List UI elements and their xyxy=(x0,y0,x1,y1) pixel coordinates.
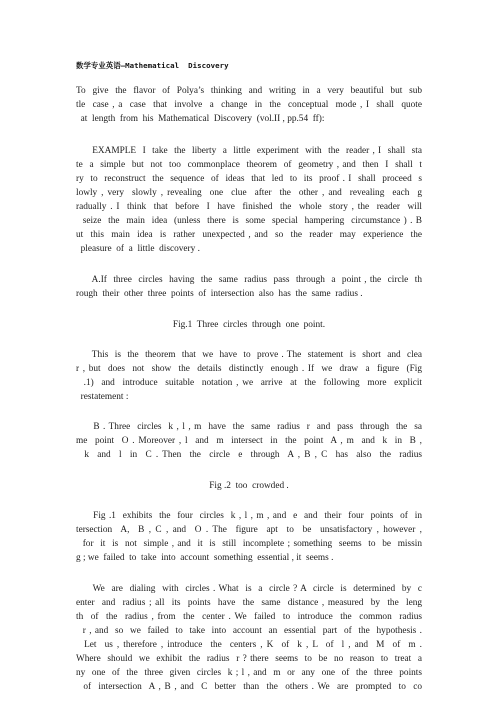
text-line: .1) and introduce suitable notation , we arrive at the following more explicit xyxy=(76,378,422,388)
text-line: enter and radius ; all its points have the same distance , measured by the leng xyxy=(76,598,422,608)
figure-caption: Fig.1 Three circles through one point. xyxy=(172,320,326,330)
text-line: g ; we failed to take into account something essential , it seems . xyxy=(76,553,334,563)
text-line: ut this main idea is rather unexpected , and so the reader may experience the xyxy=(76,230,422,240)
text-line: at length from his Mathematical Discovery (vol.II , pp.54 ff): xyxy=(76,114,325,124)
text-line: te a simple but not too commonplace theorem of geometry , and then I shall t xyxy=(76,160,422,170)
text-line: of intersection A , B , and C better than the others . We are prompted to co xyxy=(76,682,422,692)
text-line: EXAMPLE I take the liberty a little experiment with the reader , I shall sta xyxy=(76,146,422,156)
text-line: for it is not simple , and it is still incomplete ; something seems to be missin xyxy=(76,539,422,549)
text-line: We are dialing with circles . What is a circle ? A circle is determined by c xyxy=(76,584,422,594)
text-line: B . Three circles k , l , m have the same radius r and pass through the sa xyxy=(76,422,422,432)
text-line: rough their other three points of intersection also has the same radius . xyxy=(76,289,363,299)
text-line: radually . I think that before I have finished the whole story , the reader will xyxy=(76,202,422,212)
text-line: To give the flavor of Polya’s thinking and writing in a very beautiful but sub xyxy=(76,86,422,96)
text-line: A.If three circles having the same radius pass through a point , the circle th xyxy=(76,275,422,285)
text-line: Fig .1 exhibits the four circles k , l , m , and e and their four points of in xyxy=(76,511,422,521)
text-line: tle case , a case that involve a change in the conceptual mode , I shall quote xyxy=(76,100,422,110)
text-line: r , and so we failed to take into account an essential part of the hypothesis . xyxy=(76,626,422,636)
text-line: me point O . Moreover , l and m intersect in the point A , m and k in B , xyxy=(76,436,422,446)
text-line: lowly , very slowly , revealing one clue after the other , and revealing each g xyxy=(76,188,422,198)
text-line: pleasure of a little discovery . xyxy=(76,244,200,254)
text-line: Let us , therefore , introduce the centers , K of k , L of l , and M of m . xyxy=(76,640,422,650)
text-line: restatement : xyxy=(76,392,129,402)
text-line: ny one of the three given circles k ; l , and m or any one of the three points xyxy=(76,668,422,678)
text-line: ry to reconstruct the sequence of ideas that led to its proof . I shall proceed s xyxy=(76,174,422,184)
text-line: This is the theorem that we have to prove . The statement is short and clea xyxy=(76,350,422,360)
page-title: 数学专业英语—Mathematical Discovery xyxy=(76,61,229,70)
text-line: k and l in C . Then the circle e through A , B , C has also the radius xyxy=(76,450,422,460)
text-line: seize the main idea (unless there is some special hampering circumstance ) . B xyxy=(76,216,422,226)
figure-caption: Fig .2 too crowded . xyxy=(209,481,289,491)
text-line: th of the radius , from the center . We failed to introduce the common radius xyxy=(76,612,422,622)
text-line: Where should we exhibit the radius r ? there seems to be no reason to treat a xyxy=(76,654,422,664)
text-line: tersection A, B , C , and O . The figure apt to be unsatisfactory , however , xyxy=(76,525,422,535)
text-line: r , but does not show the details distinctly enough . If we draw a figure (Fig xyxy=(76,364,422,374)
